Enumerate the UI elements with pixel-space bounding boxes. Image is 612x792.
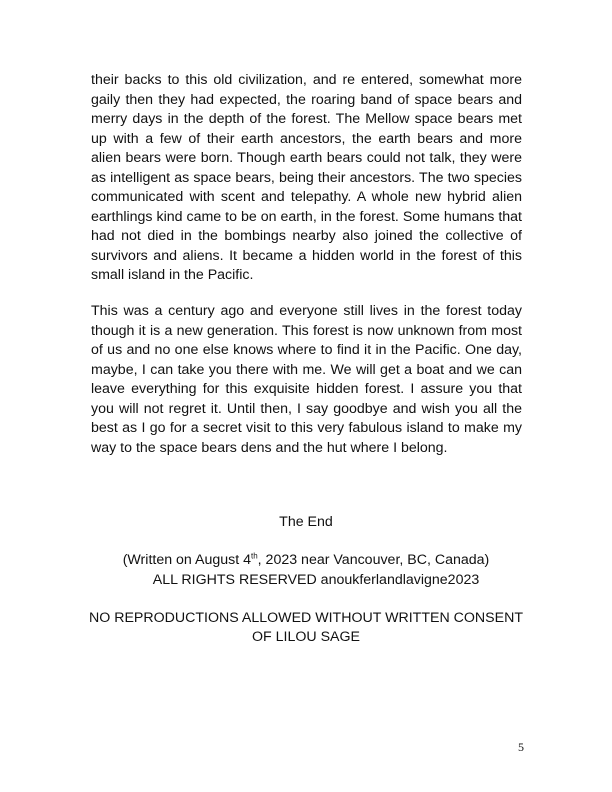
written-date-ordinal: th bbox=[251, 551, 258, 561]
page-number: 5 bbox=[518, 740, 524, 754]
written-date-prefix: (Written on August 4 bbox=[122, 552, 251, 568]
the-end-heading: The End bbox=[279, 514, 333, 530]
no-reproductions-line-2: OF LILOU SAGE bbox=[251, 629, 360, 645]
no-reproductions-line-1: NO REPRODUCTIONS ALLOWED WITHOUT WRITTEN CONSENT bbox=[88, 610, 524, 626]
body-paragraph-1: their backs to this old civilization, and re entered, somewhat more gaily then they had expected, the roaring band of space bears and merry days in the depth of the forest. The Mellow space bears met up with a few of their earth ancestors, the earth bears and more alien bears were born. Though earth bears could not talk, they were as intelligent as space bears, being their ancestors. The two species communicated with scent and telepathy. A whole new hybrid alien earthlings kind came to be on earth, in the forest. Some humans that had not died in the bombings nearby also joined the collective of survivors and aliens. It became a hidden world in the forest of this small island in the Pacific. bbox=[91, 72, 522, 283]
rights-reserved-line: ALL RIGHTS RESERVED anoukferlandlavigne2023 bbox=[152, 572, 480, 588]
body-paragraph-2: This was a century ago and everyone still lives in the forest today though it is a new generation. This forest is now unknown from most of us and no one else knows where to find it in the Pacific. One day, maybe, I can take you there with me. We will get a boat and we can leave everything for this exquisite hidden forest. I assure you that you will not regret it. Until then, I say goodbye and wish you all the best as I go for a secret visit to this very fabulous island to make my way to the space bears dens and the hut where I belong. bbox=[91, 303, 522, 456]
written-date-line bbox=[60, 551, 552, 571]
written-date-suffix: , 2023 near Vancouver, BC, Canada) bbox=[257, 552, 490, 568]
